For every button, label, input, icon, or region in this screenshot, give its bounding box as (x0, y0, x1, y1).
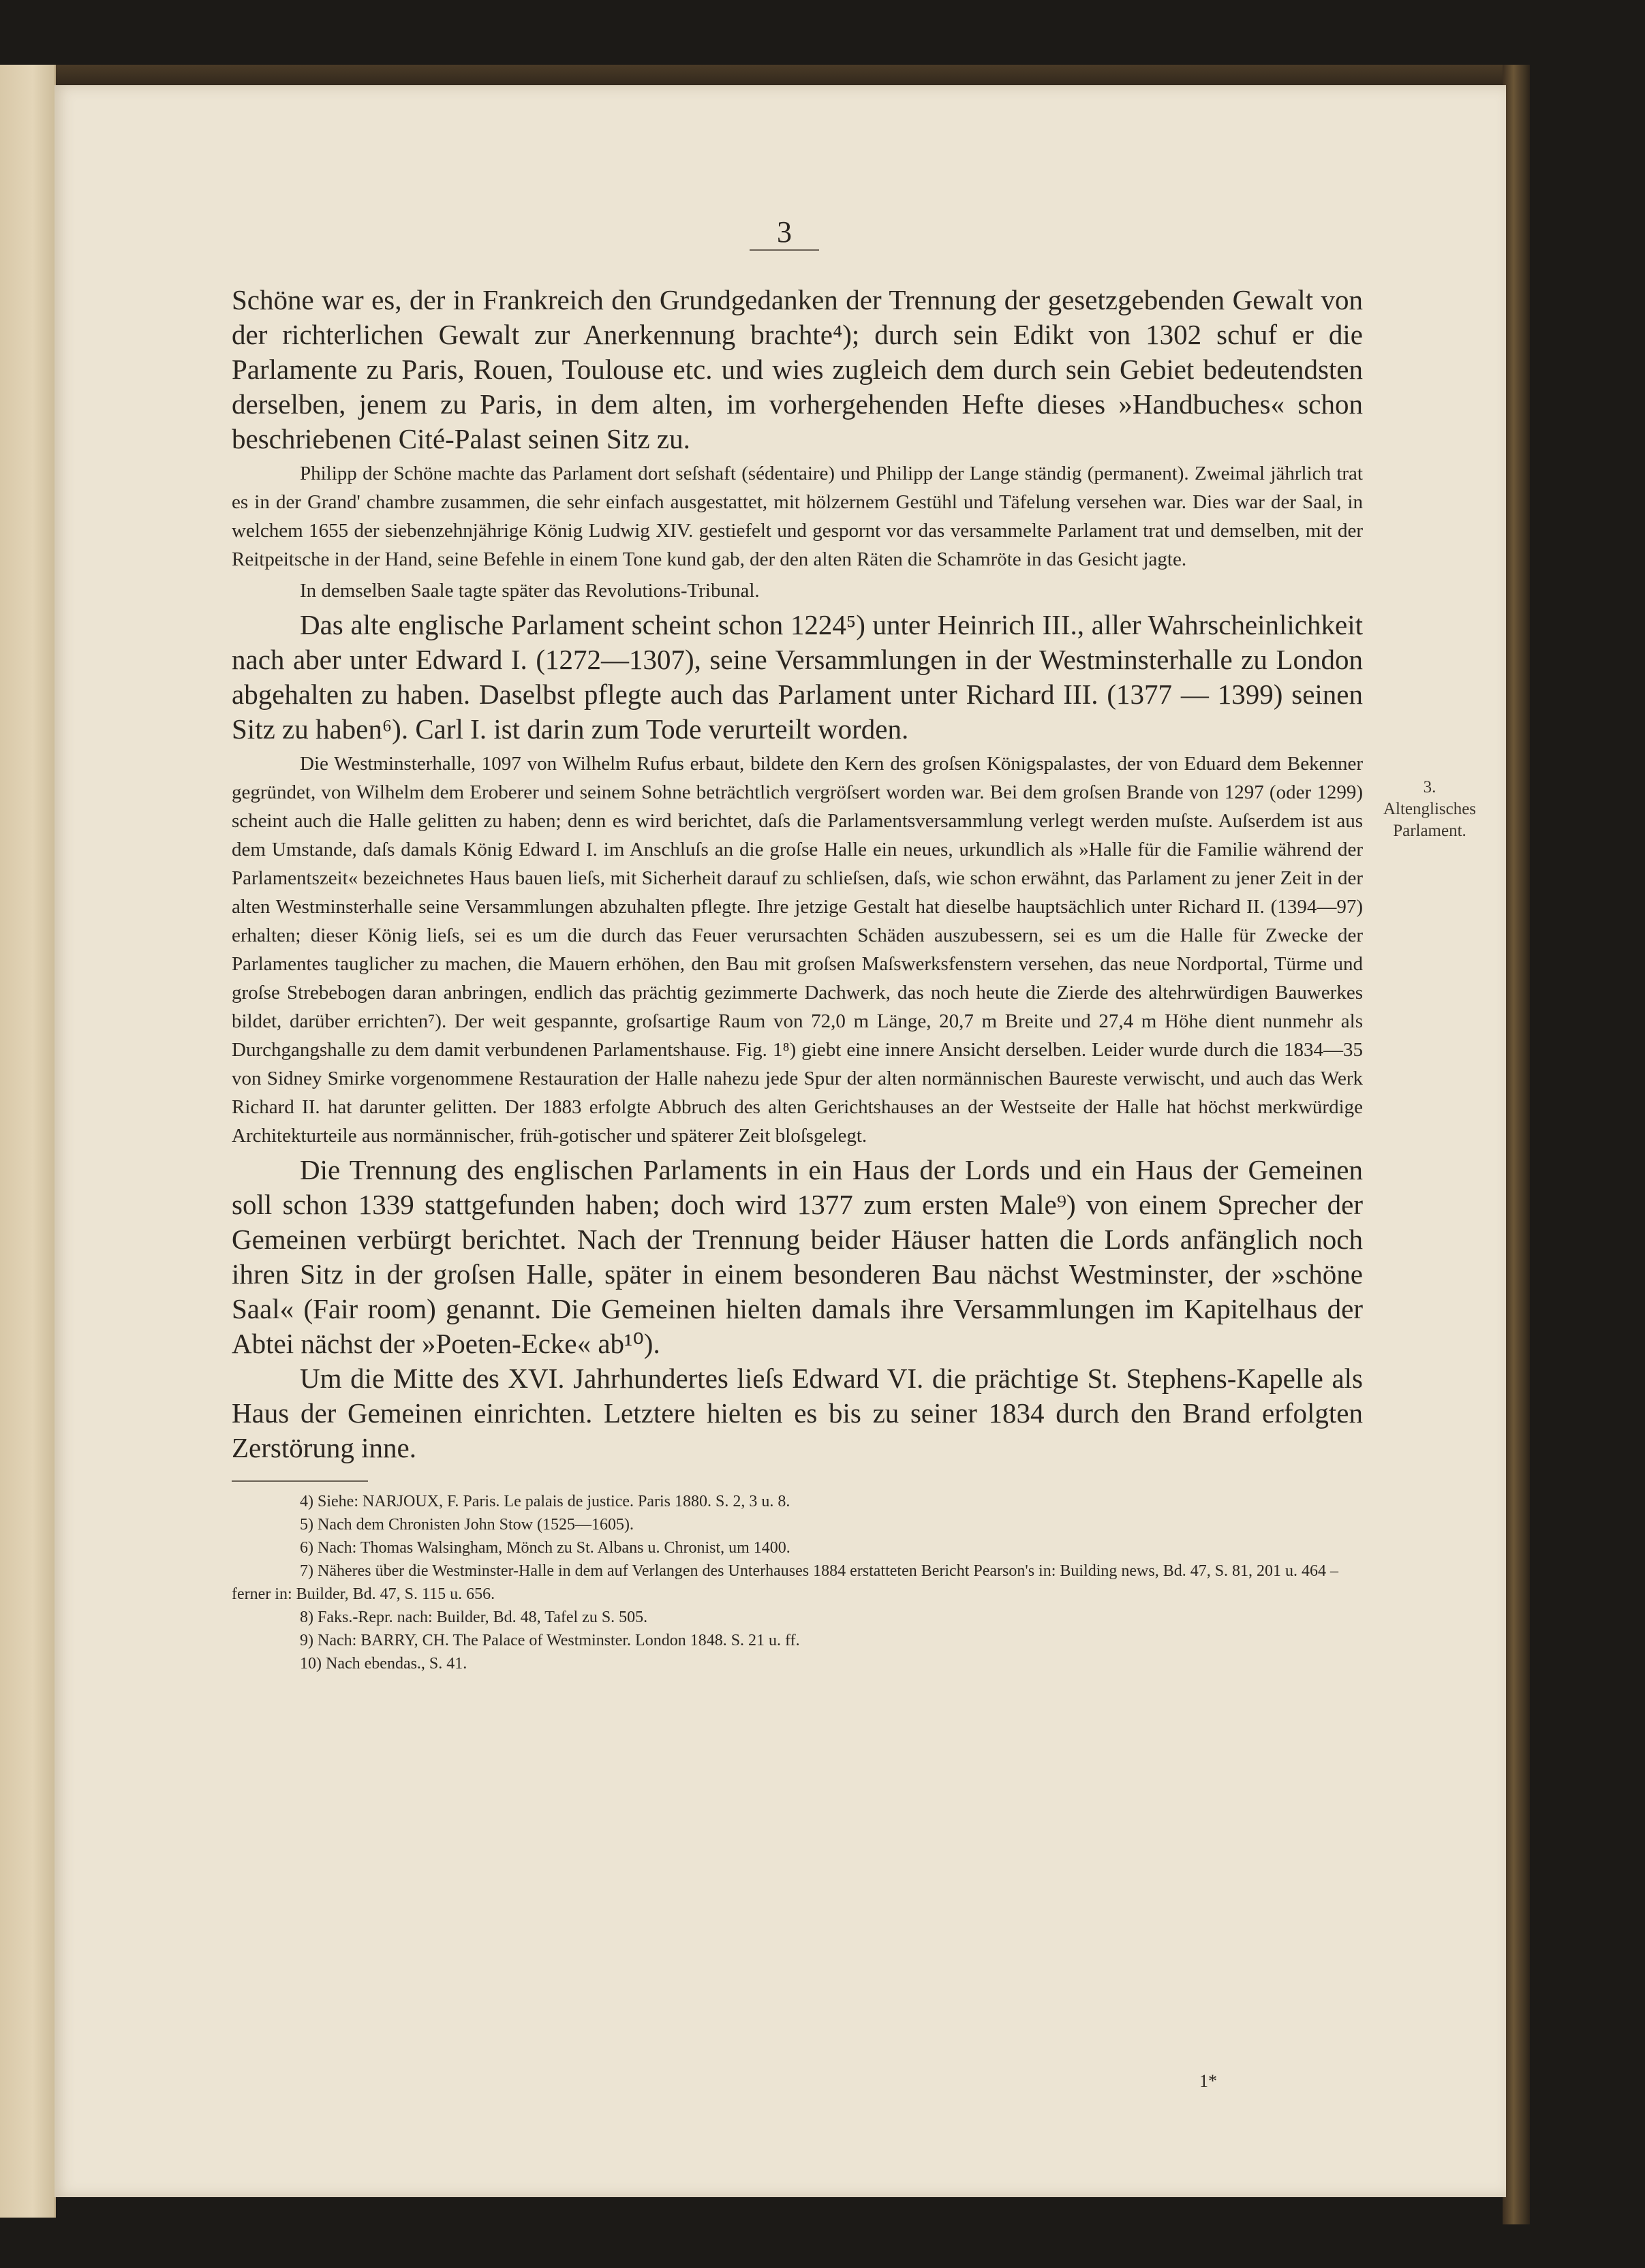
margin-note-line-2: Parlament. (1393, 822, 1466, 840)
footnote-mark: 4) (300, 1493, 313, 1510)
footnote-text: Nach dem Chronisten John Stow (1525—1605). (318, 1516, 634, 1534)
paragraph-4: Um die Mitte des XVI. Jahrhundertes lieſs Edward VI. die prächtige St. Stephens-Kapelle als Haus der Gemeinen einrichten. Letztere hielten es bis zu seiner 1834 durch den Brand erfolgten Zerstörung inne. (232, 1363, 1363, 1463)
footnote-text: Näheres über die Westminster-Halle in dem auf Verlangen des Unterhauses 1884 erstatteten Bericht Pearson's in: Building news, Bd. 47, S. 81, 201 u. 464 – ferner in: Builder, Bd. 47, S. 115 u. 656. (232, 1562, 1339, 1603)
small-paragraph-2: In demselben Saale tagte später das Revolutions-Tribunal. (300, 580, 760, 602)
small-paragraph-1: Philipp der Schöne machte das Parlament dort seſshaft (sédentaire) und Philipp der Lange ständig (permanent). Zweimal jährlich trat es in der Grand' chambre zusammen, die sehr einfach ausgestattet, mit hölzernem Gestühl und Täfelung versehen war. Dies war der Saal, in welchem 1655 der siebenzehnjährige König Ludwig XIV. gestiefelt und gespornt vor das versammelte Parlament trat und demselben, mit der Reitpeitsche in der Hand, seine Befehle in einem Tone kund gab, der den alten Räten die Schamröte in das Gesicht jagte. (232, 463, 1363, 570)
paragraph-2: Das alte englische Parlament scheint schon 1224⁵) unter Heinrich III., aller Wahrscheinlichkeit nach aber unter Edward I. (1272—1307), seine Versammlungen in der Westminsterhalle zu London abgehalten zu haben. Daselbst pflegte auch das Parlament unter Richard III. (1377 — 1399) seinen Sitz zu haben⁶). Carl I. ist darin zum Tode verurteilt worden. (232, 609, 1363, 745)
footnote-mark: 5) (300, 1516, 313, 1534)
footnote-text: Nach: Thomas Walsingham, Mönch zu St. Albans u. Chronist, um 1400. (318, 1539, 790, 1557)
previous-page-edge (0, 65, 56, 2218)
footnote-6 (232, 1536, 1363, 1559)
paragraph-1: Schöne war es, der in Frankreich den Grundgedanken der Trennung der gesetzgebenden Gewalt von der richterlichen Gewalt zur Anerkennung brachte⁴); durch sein Edikt von 1302 schuf er die Parlamente zu Paris, Rouen, Toulouse etc. und wies zugleich dem durch sein Gebiet bedeutendsten derselben, jenem zu Paris, in dem alten, im vorhergehenden Hefte dieses »Handbuches« schon beschriebenen Cité-Palast seinen Sitz zu. (232, 284, 1363, 454)
book-cover-edge (1503, 65, 1530, 2224)
printer-signature: 1* (1199, 2071, 1217, 2091)
footnote-mark: 7) (300, 1562, 313, 1580)
small-paragraph-3: Die Westminsterhalle, 1097 von Wilhelm Rufus erbaut, bildete den Kern des groſsen Königspalastes, der von Eduard dem Bekenner gegründet, von Wilhelm dem Eroberer und seinem Sohne beträchtlich vergröſsert worden war. Bei dem groſsen Brande von 1297 (oder 1299) scheint auch die Halle gelitten zu haben; denn es wird berichtet, daſs die Parlamentsversammlung verlegt werden muſste. Auſserdem ist aus dem Umstande, daſs damals König Edward I. im Anschluſs an die groſse Halle ein neues, urkundlich als »Halle für die Familie während der Parlamentszeit« bezeichnetes Haus bauen lieſs, mit Sicherheit darauf zu schlieſsen, daſs, wie schon erwähnt, das Parlament zu jener Zeit in der alten Westminsterhalle seine Versammlungen abzuhalten pflegte. Ihre jetzige Gestalt hat dieselbe hauptsächlich unter Richard II. (1394—97) erhalten; dieser König lieſs, sei es um die durch das Feuer verursachten Schäden auszubessern, sei es um die Halle für Zwecke der Parlamentes tauglicher zu machen, die Mauern erhöhen, den Bau mit groſsen Maſswerksfenstern versehen, das neue Nordportal, Türme und groſse Strebebogen daran anbringen, endlich das prächtig gezimmerte Dachwerk, das noch heute die Zierde des altehrwürdigen Bauwerkes bildet, darüber errichten⁷). Der weit gespannte, groſsartige Raum von 72,0 m Länge, 20,7 m Breite und 27,4 m Höhe dient nunmehr als Durchgangshalle zu dem damit verbundenen Parlamentshause. Fig. 1⁸) giebt eine innere Ansicht derselben. Leider wurde durch die 1834—35 von Sidney Smirke vorgenommene Restauration der Halle nahezu jede Spur der alten normännischen Baureste verwischt, und auch das Werk Richard II. hat darunter gelitten. Der 1883 erfolgte Abbruch des alten Gerichtshauses an der Westseite der Halle hat höchst merkwürdige Architekturteile aus normännischer, früh-gotischer und späterer Zeit bloſsgelegt. (232, 753, 1363, 1147)
footnote-text: Siehe: NARJOUX, F. Paris. Le palais de justice. Paris 1880. S. 2, 3 u. 8. (318, 1493, 790, 1510)
margin-note (1375, 777, 1484, 842)
footnote-10 (232, 1652, 1363, 1675)
footnote-mark: 6) (300, 1539, 313, 1557)
footnote-8 (232, 1606, 1363, 1629)
footnote-mark: 9) (300, 1632, 313, 1649)
text-block (232, 283, 1363, 1675)
footnote-divider (232, 1480, 368, 1482)
paragraph-3: Die Trennung des englischen Parlaments in ein Haus der Lords und ein Haus der Gemeinen soll schon 1339 stattgefunden haben; doch wird 1377 zum ersten Male⁹) von einem Sprecher der Gemeinen verbürgt berichtet. Nach der Trennung beider Häuser hatten die Lords anfänglich noch ihren Sitz in der groſsen Halle, später in einem besonderen Bau nächst Westminster, der »schöne Saal« (Fair room) genannt. Die Gemeinen hielten damals ihre Versammlungen im Kapitelhaus der Abtei nächst der »Poeten-Ecke« ab¹⁰). (232, 1154, 1363, 1359)
page-number: 3 (750, 215, 819, 251)
book-page (55, 85, 1506, 2197)
footnote-mark: 8) (300, 1609, 313, 1626)
footnote-9 (232, 1629, 1363, 1652)
margin-note-number: 3. (1423, 778, 1436, 796)
footnote-4 (232, 1490, 1363, 1513)
margin-note-line-1: Altenglisches (1383, 800, 1477, 818)
footnote-text: Faks.-Repr. nach: Builder, Bd. 48, Tafel zu S. 505. (318, 1609, 648, 1626)
footnote-mark: 10) (300, 1655, 322, 1673)
footnote-text: Nach ebendas., S. 41. (326, 1655, 467, 1673)
footnote-7 (232, 1559, 1363, 1606)
footnote-5 (232, 1513, 1363, 1536)
footnote-text: Nach: BARRY, CH. The Palace of Westminster. London 1848. S. 21 u. ff. (318, 1632, 800, 1649)
